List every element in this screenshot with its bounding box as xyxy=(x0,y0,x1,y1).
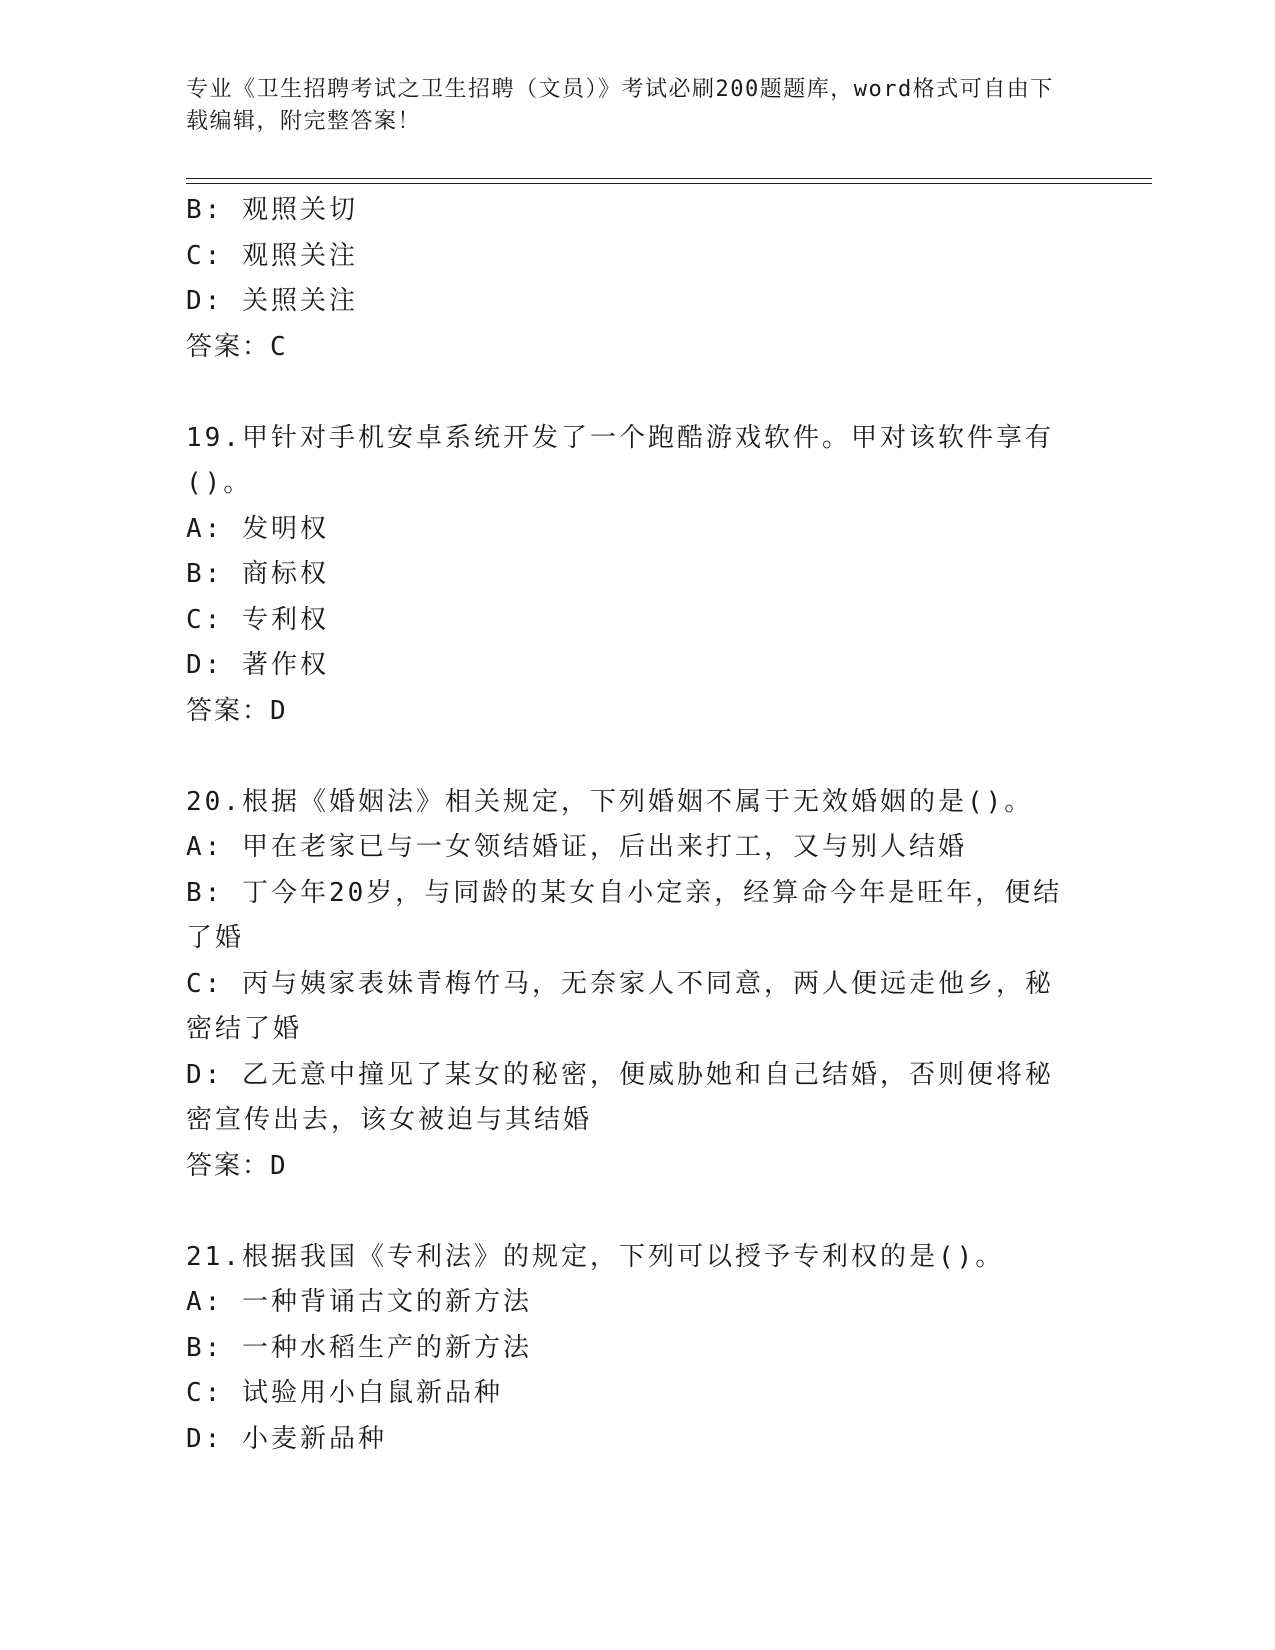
spacer xyxy=(186,734,1066,780)
question-stem: 19.甲针对手机安卓系统开发了一个跑酷游戏软件。甲对该软件享有()。 xyxy=(186,422,1054,498)
question-stem: 21.根据我国《专利法》的规定，下列可以授予专利权的是()。 xyxy=(186,1241,1005,1272)
option-a: A: 发明权 xyxy=(186,513,329,544)
header-rule-top xyxy=(186,178,1152,179)
question-20 xyxy=(186,780,1066,1190)
question-content xyxy=(186,188,1066,1462)
option-c: C: 试验用小白鼠新品种 xyxy=(186,1378,503,1408)
header-rule-bottom xyxy=(186,183,1152,184)
option-c: C: 观照关注 xyxy=(186,240,358,271)
previous-question-tail xyxy=(186,188,1066,370)
spacer xyxy=(186,370,1066,416)
question-21 xyxy=(186,1235,1066,1463)
option-a: A: 甲在老家已与一女领结婚证，后出来打工，又与别人结婚 xyxy=(186,832,967,862)
answer: 答案：D xyxy=(186,1150,288,1181)
document-header: 专业《卫生招聘考试之卫生招聘（文员）》考试必刷200题题库，word格式可自由下载编辑，附完整答案！ xyxy=(186,77,1054,134)
question-stem: 20.根据《婚姻法》相关规定，下列婚姻不属于无效婚姻的是()。 xyxy=(186,786,1034,817)
answer: 答案：C xyxy=(186,331,288,362)
option-c: C: 专利权 xyxy=(186,604,329,635)
spacer xyxy=(186,1189,1066,1235)
option-d: D: 乙无意中撞见了某女的秘密，便威胁她和自己结婚，否则便将秘密宣传出去，该女被迫与其结婚 xyxy=(186,1059,1054,1135)
option-d: D: 关照关注 xyxy=(186,286,358,316)
option-b: B: 丁今年20岁，与同龄的某女自小定亲，经算命今年是旺年，便结了婚 xyxy=(186,877,1063,953)
option-a: A: 一种背诵古文的新方法 xyxy=(186,1287,532,1317)
question-19 xyxy=(186,416,1066,735)
option-d: D: 著作权 xyxy=(186,650,329,680)
option-b: B: 一种水稻生产的新方法 xyxy=(186,1332,532,1363)
answer: 答案：D xyxy=(186,695,288,726)
option-d: D: 小麦新品种 xyxy=(186,1423,387,1454)
option-b: B: 观照关切 xyxy=(186,195,358,225)
option-b: B: 商标权 xyxy=(186,559,329,589)
option-c: C: 丙与姨家表妹青梅竹马，无奈家人不同意，两人便远走他乡，秘密结了婚 xyxy=(186,968,1054,1044)
